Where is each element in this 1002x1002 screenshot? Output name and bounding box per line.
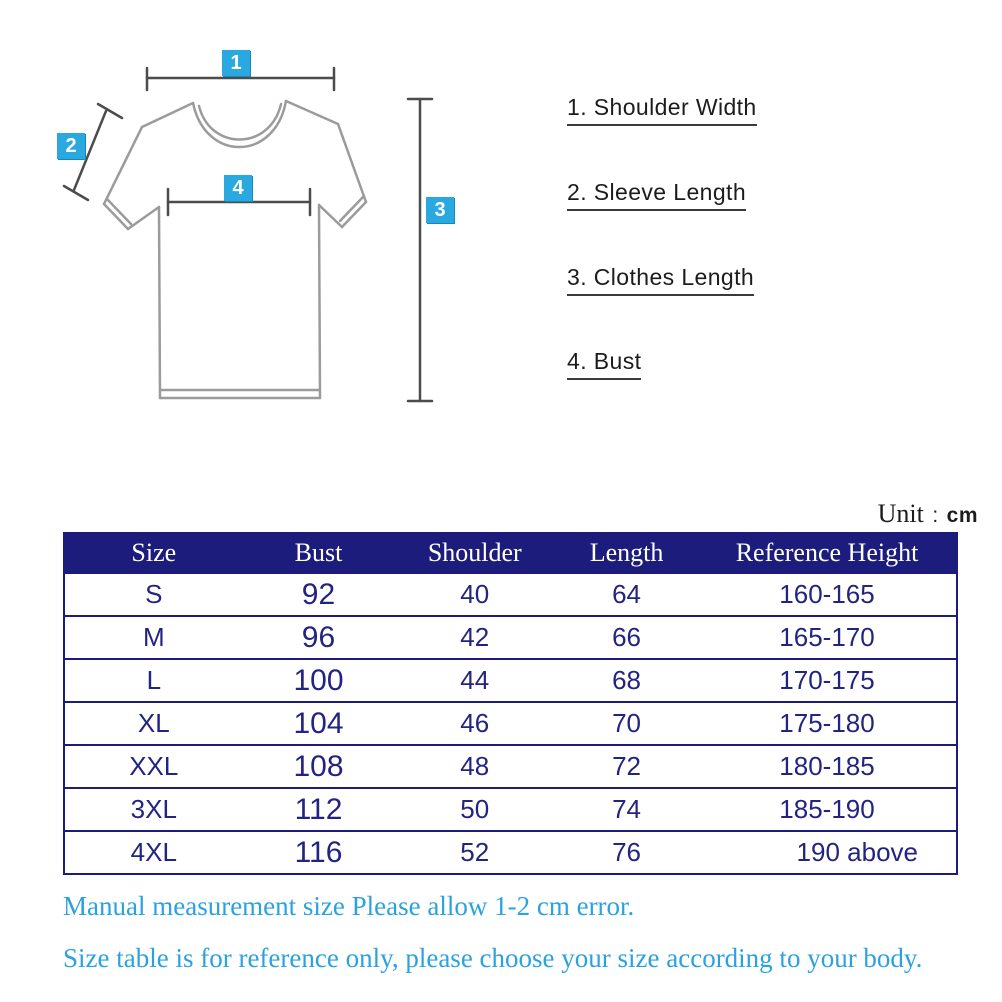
cell-size: M (64, 616, 243, 659)
size-table-header-row (64, 533, 957, 573)
cell-bust: 96 (243, 616, 395, 659)
cell-bust: 108 (243, 745, 395, 788)
legend-bust-text: 4. Bust (567, 348, 641, 380)
cell-shoulder: 52 (394, 831, 555, 874)
cell-reference-height: 190 above (698, 831, 957, 874)
cell-shoulder: 42 (394, 616, 555, 659)
note-reference-only: Size table is for reference only, please choose your size according to your body. (63, 943, 923, 973)
unit-note (878, 499, 978, 529)
cell-shoulder: 48 (394, 745, 555, 788)
cell-size: 4XL (64, 831, 243, 874)
cell-size: XL (64, 702, 243, 745)
cell-length: 72 (555, 745, 698, 788)
column-header-size: Size (131, 538, 177, 567)
legend-sleeve-length-text: 2. Sleeve Length (567, 179, 746, 211)
cell-shoulder: 44 (394, 659, 555, 702)
cell-length: 74 (555, 788, 698, 831)
left-underarm (128, 207, 159, 229)
cell-reference-height: 170-175 (698, 659, 957, 702)
marker-2-badge: 2 (57, 133, 85, 159)
cell-length: 68 (555, 659, 698, 702)
cell-shoulder: 40 (394, 573, 555, 616)
cell-reference-height: 185-190 (698, 788, 957, 831)
cell-size: L (64, 659, 243, 702)
cell-bust: 104 (243, 702, 395, 745)
cell-shoulder: 46 (394, 702, 555, 745)
column-header-length: Length (589, 538, 664, 567)
table-row-m (64, 616, 957, 659)
cell-length: 76 (555, 831, 698, 874)
right-underarm (319, 205, 342, 227)
unit-label: Unit (877, 499, 924, 528)
measure-2-tick-top (98, 104, 122, 118)
column-header-reference-height: Reference Height (735, 538, 919, 567)
table-row-xxl (64, 745, 957, 788)
right-shoulder-line (286, 101, 338, 124)
note-measurement-error: Manual measurement size Please allow 1-2 cm error. (63, 891, 635, 921)
column-header-shoulder: Shoulder (427, 538, 522, 567)
left-shoulder-line (142, 103, 193, 127)
cell-bust: 100 (243, 659, 395, 702)
cell-length: 70 (555, 702, 698, 745)
legend-clothes-length (567, 264, 754, 296)
table-row-3xl (64, 788, 957, 831)
table-row-xl (64, 702, 957, 745)
left-sleeve-outer (104, 127, 142, 204)
marker-1-badge: 1 (222, 50, 250, 76)
left-body-side (159, 207, 160, 398)
cell-reference-height: 175-180 (698, 702, 957, 745)
legend-bust (567, 348, 641, 380)
cell-reference-height: 180-185 (698, 745, 957, 788)
legend-sleeve-length (567, 179, 746, 211)
legend-clothes-length-text: 3. Clothes Length (567, 264, 754, 296)
cell-size: S (64, 573, 243, 616)
table-row-4xl (64, 831, 957, 874)
marker-3-badge: 3 (426, 197, 454, 223)
cell-size: XXL (64, 745, 243, 788)
right-body-side (319, 205, 320, 398)
unit-value: cm (946, 504, 978, 527)
size-table (63, 532, 958, 875)
cell-bust: 116 (243, 831, 395, 874)
legend-shoulder-width (567, 94, 757, 126)
cell-bust: 112 (243, 788, 395, 831)
cell-bust: 92 (243, 573, 395, 616)
cell-shoulder: 50 (394, 788, 555, 831)
legend-shoulder-width-text: 1. Shoulder Width (567, 94, 757, 126)
table-row-s (64, 573, 957, 616)
cell-reference-height: 165-170 (698, 616, 957, 659)
cell-reference-height: 160-165 (698, 573, 957, 616)
table-row-l (64, 659, 957, 702)
cell-length: 66 (555, 616, 698, 659)
unit-separator: : (932, 504, 939, 527)
cell-size: 3XL (64, 788, 243, 831)
column-header-bust: Bust (294, 538, 343, 567)
right-sleeve-outer (338, 124, 366, 202)
marker-4-badge: 4 (224, 175, 252, 201)
cell-length: 64 (555, 573, 698, 616)
